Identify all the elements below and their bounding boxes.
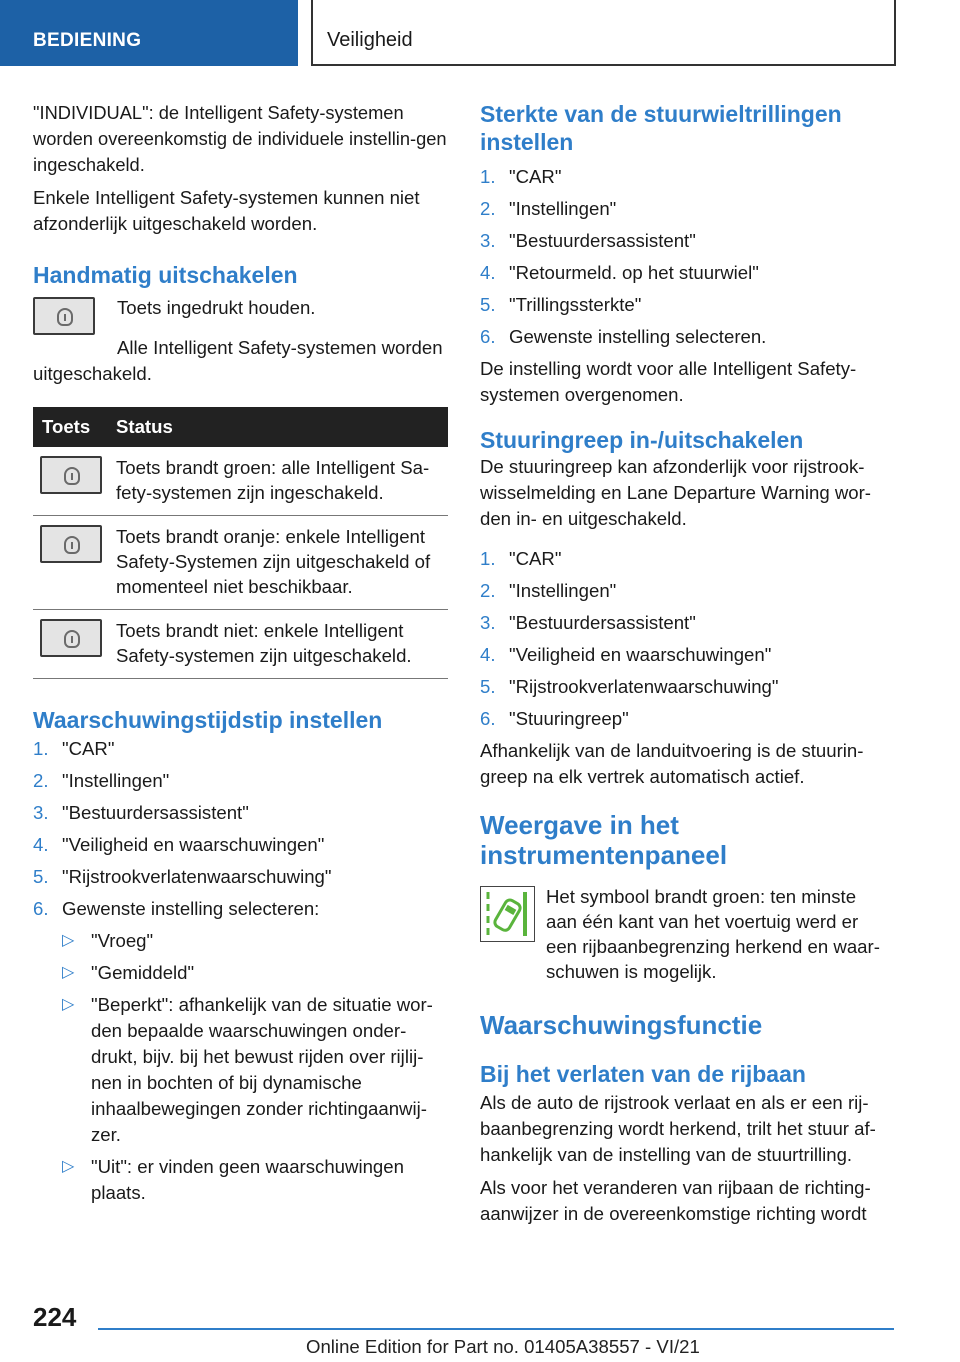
sub-bullet: ▷ "Gemiddeld" [62, 962, 195, 983]
sub-bullet: ▷ "Vroeg" [62, 930, 154, 951]
section-tab: BEDIENING [0, 0, 298, 66]
sterkte-paragraph: De instelling wordt voor alle Intelligent Safety-systemen overgenomen. [480, 358, 857, 405]
list-item: 4. "Retourmeld. op het stuurwiel" [480, 262, 759, 283]
steps-list [480, 546, 892, 732]
heading-sterkte: Sterkte van de stuurwieltrillingen instellen [480, 101, 842, 155]
list-item: 3. "Bestuurdersassistent" [33, 802, 249, 823]
list-item: 6. Gewenste instelling selecteren: ▷ "Vroeg" ▷ "Gemiddeld" ▷ "Beperkt": afhankelijk van de situatie wor-den bepaalde waarschuwingen onder-drukt, bijv. bij het bewust rijden over rijlij-nen in bochten of bij dynamische inhaalbewegingen zonder richtingaanwij-zer. ▷ "Uit": er vinden geen waarschuwingen plaats. [33, 896, 448, 1206]
lane-assist-button-icon [40, 525, 102, 563]
rijbaan-paragraph: Als de auto de rijstrook verlaat en als er een rij-baanbegrenzing wordt herkend, trilt het stuur af-hankelijk van de instelling van de stuurtrilling. [480, 1092, 876, 1165]
page-number: 224 [33, 1302, 77, 1332]
table-row [33, 610, 448, 679]
handmatig-text: Toets ingedrukt houden. [117, 297, 316, 318]
status-cell: Toets brandt niet: enkele Intelligent Safety-systemen zijn uitgeschakeld. [116, 610, 448, 679]
status-cell: Toets brandt oranje: enkele Intelligent Safety-Systemen zijn uitgeschakeld of momenteel niet beschikbaar. [116, 516, 448, 610]
list-item: 5. "Rijstrookverlatenwaarschuwing" [480, 676, 779, 697]
lane-assist-button-icon [33, 297, 95, 335]
chapter-title: Veiligheid [311, 0, 896, 66]
steps-list [33, 736, 448, 1206]
list-item: 3. "Bestuurdersassistent" [480, 230, 696, 251]
right-column [480, 100, 892, 1234]
column-header-toets: Toets [33, 407, 116, 447]
list-item: 3. "Bestuurdersassistent" [480, 612, 696, 633]
list-item: 2. "Instellingen" [33, 770, 170, 791]
stuuringreep-paragraph: De stuuringreep kan afzonderlijk voor rijstrook-wisselmelding en Lane Departure Warning wor-den in- en uitgeschakeld. [480, 456, 871, 529]
rijbaan-paragraph-2: Als voor het veranderen van rijbaan de richting-aanwijzer in de overeenkomstige richting wordt [480, 1177, 871, 1224]
heading-waarschuwingsfunctie: Waarschuwingsfunctie [480, 1010, 763, 1040]
footer-divider [98, 1328, 894, 1330]
handmatig-text-2: Alle Intelligent Safety-systemen worden uitgeschakeld. [33, 337, 443, 384]
list-item: 5. "Trillingssterkte" [480, 294, 642, 315]
table-row [33, 447, 448, 516]
list-item: 1. "CAR" [480, 548, 562, 569]
status-table [33, 407, 448, 679]
list-item: 4. "Veiligheid en waarschuwingen" [480, 644, 772, 665]
list-item: 6. Gewenste instelling selecteren. [480, 326, 767, 347]
lane-departure-symbol-icon [480, 886, 535, 942]
stuuringreep-paragraph-2: Afhankelijk van de landuitvoering is de stuurin-greep na elk vertrek automatisch actief. [480, 740, 864, 787]
heading-weergave: Weergave in het instrumentenpaneel [480, 810, 728, 870]
column-header-status: Status [116, 407, 448, 447]
list-item: 2. "Instellingen" [480, 198, 617, 219]
sub-bullet: ▷ "Uit": er vinden geen waarschuwingen plaats. [62, 1156, 404, 1203]
left-column [33, 100, 448, 1212]
steps-list [480, 164, 892, 350]
list-item: 5. "Rijstrookverlatenwaarschuwing" [33, 866, 332, 887]
heading-stuuringreep: Stuuringreep in-/uitschakelen [480, 427, 804, 453]
intro-paragraph-2: Enkele Intelligent Safety-systemen kunnen niet afzonderlijk uitgeschakeld worden. [33, 187, 420, 234]
heading-waarschuwingstijdstip: Waarschuwingstijdstip instellen [33, 707, 383, 733]
list-item: 4. "Veiligheid en waarschuwingen" [33, 834, 325, 855]
weergave-paragraph: Het symbool brandt groen: ten minste aan één kant van het voertuig werd er een rijbaanbegrenzing herkend en waar-schuwen is mogelijk. [546, 886, 880, 982]
list-item: 1. "CAR" [480, 166, 562, 187]
table-row [33, 516, 448, 610]
heading-handmatig: Handmatig uitschakelen [33, 262, 298, 288]
sub-bullet-list [62, 928, 448, 1206]
list-item: 6. "Stuuringreep" [480, 708, 629, 729]
sub-bullet: ▷ "Beperkt": afhankelijk van de situatie wor-den bepaalde waarschuwingen onder-drukt, bijv. bij het bewust rijden over rijlij-nen in bochten of bij dynamische inhaalbewegingen zonder richtingaanwij-zer. [62, 994, 433, 1145]
edition-note: Online Edition for Part no. 01405A38557 - VI/21 [306, 1336, 700, 1357]
heading-bij-verlaten: Bij het verlaten van de rijbaan [480, 1061, 806, 1087]
list-item: 1. "CAR" [33, 738, 115, 759]
lane-assist-button-icon [40, 456, 102, 494]
intro-paragraph: "INDIVIDUAL": de Intelligent Safety-systemen worden overeenkomstig de individuele instellin-gen ingeschakeld. [33, 102, 447, 175]
lane-assist-button-icon [40, 619, 102, 657]
list-item: 2. "Instellingen" [480, 580, 617, 601]
status-cell: Toets brandt groen: alle Intelligent Sa-fety-systemen zijn ingeschakeld. [116, 447, 448, 516]
